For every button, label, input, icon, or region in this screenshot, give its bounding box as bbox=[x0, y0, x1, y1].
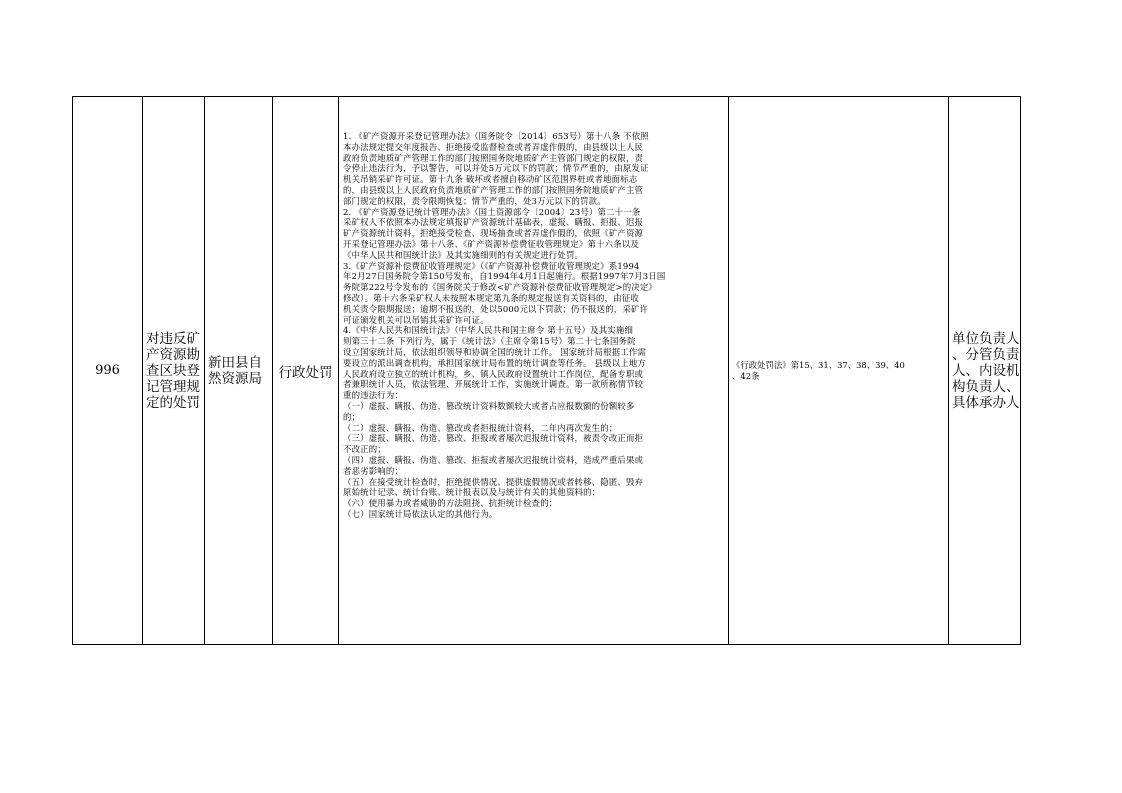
item-name-line: 查区块登 bbox=[146, 362, 200, 379]
basis-line: 政府负责地质矿产管理工作的部门按照国务院地质矿产主管部门规定的权限，责 bbox=[343, 152, 644, 163]
basis-line: （一）虚报、瞒报、伪造、篡改统计资料数额较大或者占应报数额的份额较多 bbox=[343, 400, 635, 411]
basis-line: （三）虚报、瞒报、伪造、篡改、拒报或者屡次迟报统计资料，被责令改正而拒 bbox=[343, 433, 644, 444]
department-cell bbox=[205, 97, 273, 645]
basis-line: （五）在接受统计检查时，拒绝提供情况、提供虚假情况或者转移、隐匿、毁弃 bbox=[343, 476, 644, 487]
law-line: 、42条 bbox=[732, 370, 760, 381]
penalty-type: 行政处罚 bbox=[273, 97, 339, 645]
row-number: 996 bbox=[73, 97, 143, 645]
penalty-law-cell bbox=[729, 97, 949, 645]
basis-line: 要设立的派出调查机构，承担国家统计局布置的统计调查等任务。 县级以上地方 bbox=[343, 357, 646, 368]
basis-line: 矿产资源统计资料，拒绝接受检查、现场抽查或者弄虚作假的，依照《矿产资源 bbox=[343, 228, 644, 239]
basis-line: 《中华人民共和国统计法》及其实施细则的有关规定进行处罚。 bbox=[343, 249, 584, 260]
responsible-line: 、分管负责 bbox=[952, 346, 1020, 363]
basis-line: 者兼职统计人员，依法管理、开展统计工作，实施统计调查。第一款所称情节较 bbox=[343, 379, 644, 390]
department-line: 然资源局 bbox=[208, 370, 262, 387]
responsible-line: 构负责人、 bbox=[952, 378, 1020, 395]
item-name-line: 记管理规 bbox=[146, 378, 200, 395]
basis-line: 年2月27日国务院令第150号发布，自1994年4月1日起施行。根据1997年7月3日国 bbox=[343, 271, 666, 282]
basis-line: 则第三十二条 下列行为，属于《统计法》（主席令第15号）第二十七条国务院 bbox=[343, 336, 636, 347]
law-line: 《行政处罚法》第15、31、37、38、39、40 bbox=[732, 359, 905, 370]
responsible-line: 单位负责人 bbox=[952, 330, 1020, 347]
responsible-cell bbox=[949, 97, 1021, 645]
basis-line: 原始统计记录、统计台账、统计报表以及与统计有关的其他资料的； bbox=[343, 487, 601, 498]
penalty-table bbox=[72, 96, 1021, 645]
basis-line: 重的违法行为： bbox=[343, 390, 404, 401]
basis-line: 务院第222号令发布的《国务院关于修改<矿产资源补偿费征收管理规定>的决定》 bbox=[343, 282, 657, 293]
basis-line: （七）国家统计局依法认定的其他行为。 bbox=[343, 508, 498, 519]
basis-line: （四）虚报、瞒报、伪造、篡改、拒报或者屡次迟报统计资料，造成严重后果或 bbox=[343, 454, 644, 465]
item-name-line: 产资源勘 bbox=[146, 346, 200, 363]
basis-line: 可证颁发机关可以吊销其采矿许可证。 bbox=[343, 314, 489, 325]
basis-line: （六）使用暴力或者威胁的方法阻挠、抗拒统计检查的； bbox=[343, 498, 558, 509]
basis-line: 机关吊销采矿许可证。第十九条 破坏或者擅自移动矿区范围界桩或者地面标志 bbox=[343, 174, 638, 185]
basis-line: 修改）。第十六条采矿权人未按照本规定第九条的规定报送有关资料的，由征收 bbox=[343, 292, 639, 303]
basis-line: 4.《中华人民共和国统计法》（中华人民共和国主席令 第十五号）及其实施细 bbox=[343, 325, 634, 336]
basis-line: （二）虚报、瞒报、伪造、篡改或者拒报统计资料，二年内再次发生的； bbox=[343, 422, 618, 433]
table-row bbox=[73, 97, 1021, 645]
legal-basis-cell bbox=[339, 97, 729, 645]
basis-line: 机关责令限期报送；逾期不报送的，处以5000元以下罚款；仍不报送的，采矿许 bbox=[343, 303, 649, 314]
basis-line: 采矿权人不依照本办法规定填报矿产资源统计基础表，虚报、瞒报、拒报、迟报 bbox=[343, 217, 644, 228]
responsible-line: 人、内设机 bbox=[952, 362, 1020, 379]
basis-line: 不改正的； bbox=[343, 444, 386, 455]
basis-line: 1. 《矿产资源开采登记管理办法》（国务院令〔2014〕653号）第十八条 不依照 bbox=[343, 131, 649, 141]
basis-line: 设立国家统计局，依法组织领导和协调全国的统计工作。 国家统计局根据工作需 bbox=[343, 346, 646, 357]
basis-line: 者恶劣影响的； bbox=[343, 465, 404, 476]
basis-line: 人民政府设立独立的统计机构，乡、镇人民政府设置统计工作岗位，配备专职或 bbox=[343, 368, 644, 379]
basis-line: 部门规定的权限，责令限期恢复；情节严重的，处3万元以下的罚款。 bbox=[343, 195, 606, 206]
basis-line: 的； bbox=[343, 411, 361, 422]
item-name-line: 定的处罚 bbox=[146, 394, 200, 411]
basis-line: 开采登记管理办法》第十八条、《矿产资源补偿费征收管理规定》第十六条以及 bbox=[343, 238, 639, 249]
responsible-line: 具体承办人 bbox=[952, 394, 1020, 411]
department-line: 新田县自 bbox=[208, 354, 262, 371]
basis-line: 本办法规定提交年度报告、拒绝接受监督检查或者弄虚作假的，由县级以上人民 bbox=[343, 141, 644, 152]
basis-line: 2. 《矿产资源登记统计管理办法》（国土资源部令〔2004〕23号）第二十一条 bbox=[343, 206, 641, 217]
basis-line: 的，由县级以上人民政府负责地质矿产管理工作的部门按照国务院地质矿产主管 bbox=[343, 184, 644, 195]
item-name-cell bbox=[143, 97, 205, 645]
item-name-line: 对违反矿 bbox=[146, 330, 200, 347]
basis-line: 令停止违法行为，予以警告，可以并处5万元以下的罚款；情节严重的，由原发证 bbox=[343, 163, 649, 174]
basis-line: 3.《矿产资源补偿费征收管理规定》（《矿产资源补偿费征收管理规定》系1994 bbox=[343, 260, 640, 271]
